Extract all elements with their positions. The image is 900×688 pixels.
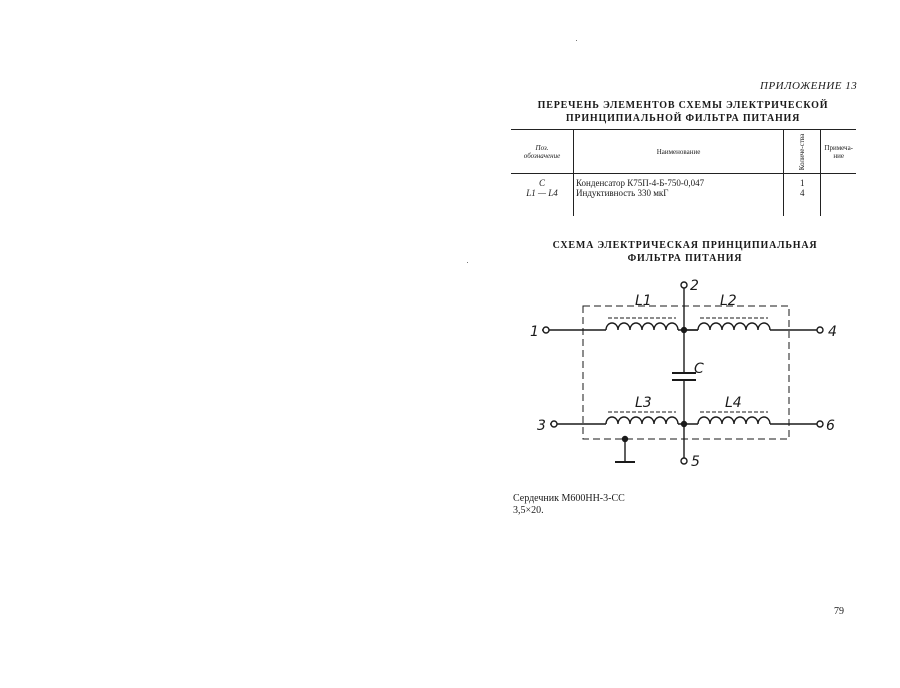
terminal-4 [817,327,823,333]
terminal-5 [681,458,687,464]
core-note [513,493,625,517]
row-1-position: C [538,178,545,188]
label-c: C [694,361,704,377]
table-row [511,174,856,217]
label-terminal-3: 3 [537,418,546,434]
row-2-name: Индуктивность 330 мкГ [576,188,669,198]
row-2-position: L1 — L4 [526,188,558,198]
list-title [510,99,856,125]
header-quantity [784,130,821,174]
page-speck [576,40,577,41]
inductor-l3 [606,417,678,424]
table-header-row [511,130,856,174]
junction-top [682,328,687,333]
terminal-3 [551,421,557,427]
row-2-quantity: 4 [799,188,805,198]
filter-schematic [520,276,850,476]
row-1-quantity: 1 [799,178,805,188]
header-position [511,130,574,174]
elements-table [511,129,856,216]
label-terminal-1: 1 [530,324,539,340]
terminal-6 [817,421,823,427]
schematic-title-line-1: СХЕМА ЭЛЕКТРИЧЕСКАЯ ПРИНЦИПИАЛЬНАЯ [552,240,818,251]
inductor-l4 [698,417,770,424]
junction-bottom [682,422,687,427]
cell-name [574,174,784,217]
header-position-line-2: обозначение [523,151,561,160]
label-l4: L4 [725,395,742,411]
row-1-name: Конденсатор К75П-4-Б-750-0,047 [576,178,705,188]
inductor-l2 [698,323,770,330]
list-title-line-1: ПЕРЕЧЕНЬ ЭЛЕМЕНТОВ СХЕМЫ ЭЛЕКТРИЧЕСКОЙ [537,100,829,111]
label-terminal-4: 4 [828,324,837,340]
header-quantity-text: Количе-ства [798,133,807,170]
schematic-title [545,239,825,265]
core-note-line-2: 3,5×20. [513,505,544,516]
header-note [821,130,856,174]
cell-note [821,174,856,217]
cell-quantity [784,174,821,217]
schematic-title-line-2: ФИЛЬТРА ПИТАНИЯ [627,253,743,264]
appendix-label: ПРИЛОЖЕНИЕ 13 [760,80,858,92]
label-l2: L2 [720,293,737,309]
inductor-l1 [606,323,678,330]
page-speck [467,262,468,263]
label-terminal-2: 2 [690,278,699,294]
label-l3: L3 [635,395,652,411]
header-note-line-1: Примеча- [824,143,854,152]
terminal-1 [543,327,549,333]
list-title-line-2: ПРИНЦИПИАЛЬНОЙ ФИЛЬТРА ПИТАНИЯ [565,113,801,124]
header-note-line-2: ние [833,151,845,160]
cell-position [511,174,574,217]
label-l1: L1 [635,293,652,309]
header-name: Наименование [574,130,784,174]
header-position-line-1: Поз. [535,143,549,152]
label-terminal-5: 5 [691,454,700,470]
label-terminal-6: 6 [826,418,835,434]
terminal-2 [681,282,687,288]
page-number: 79 [834,606,844,617]
core-note-line-1: Сердечник М600НН-3-СС [513,493,625,504]
